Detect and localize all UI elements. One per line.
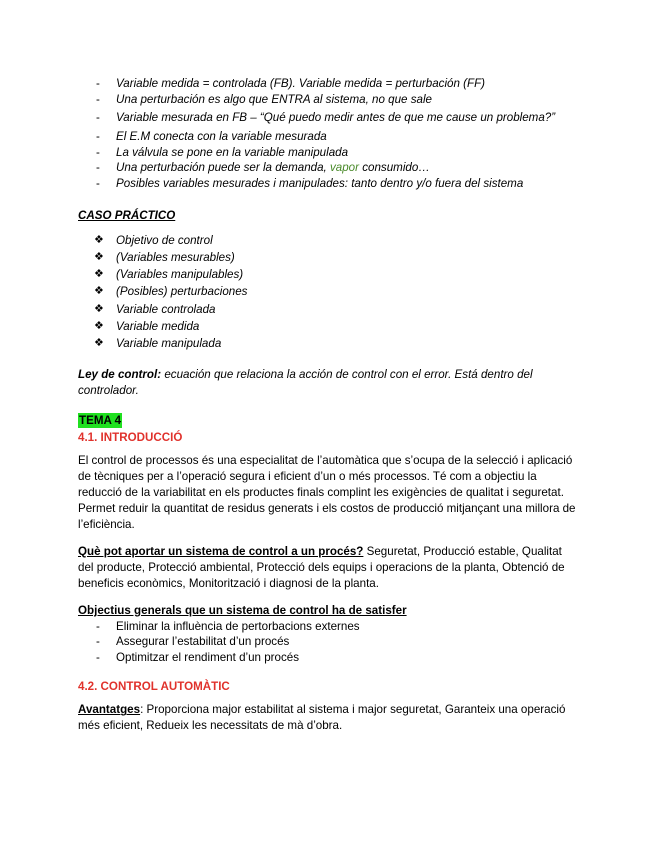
document-page [78,75,578,734]
dash-marker: - [96,77,100,90]
dash-marker: - [96,92,100,106]
ley-label: Ley de control: [78,367,162,381]
list-item: - Posibles variables mesurades i manipulades: tanto dentro y/o fuera del sistema [96,176,524,190]
objectius-list [78,619,578,666]
que-pot-paragraph: Què pot aportar un sistema de control a un procés? Seguretat, Producció estable, Qualitat del producte, Protecció ambiental, Protecció dels equips i operacions de la planta, Obtenció de beneficis econòmics, Monitorització i diagnosi de la planta. [78,544,565,590]
dash-marker: - [96,111,100,125]
list-item: - Variable mesurada en FB – “Qué puedo medir antes de que me cause un problema?” [78,107,578,129]
list-item: ❖ (Variables manipulables) [78,266,578,283]
diamond-bullet-icon: ❖ [94,320,104,333]
caso-list [78,232,578,353]
objectius-title: Objectius generals que un sistema de control ha de satisfer [78,603,407,617]
avantatges-paragraph: Avantatges: Proporciona major estabilitat al sistema i major seguretat, Garanteix una operació més eficient, Redueix les necessitats de mà d’obra. [78,703,566,733]
vapor-word: vapor [329,161,359,175]
dash-marker: - [96,635,100,649]
dash-marker: - [96,176,100,190]
list-item: ❖ (Posibles) perturbaciones [78,283,578,300]
ley-de-control-paragraph: Ley de control: ecuación que relaciona la acción de control con el error. Está dentro del controlador. [78,367,533,397]
list-item: ❖ Variable manipulada [78,335,578,352]
list-item: - Variable medida = controlada (FB). Variable medida = perturbación (FF) [96,77,486,90]
list-item: - Assegurar l’estabilitat d’un procés [96,635,290,649]
intro-list [78,76,578,192]
section-heading-introduccio: 4.1. INTRODUCCIÓ [78,430,183,444]
diamond-bullet-icon: ❖ [94,302,104,315]
dash-marker: - [96,161,100,175]
dash-marker: - [96,650,100,664]
que-pot-label: Què pot aportar un sistema de control a un procés? [78,544,364,558]
dash-marker: - [96,145,100,159]
list-item: - Una perturbación puede ser la demanda, vapor consumido… [96,161,430,175]
diamond-bullet-icon: ❖ [94,285,104,298]
diamond-bullet-icon: ❖ [94,233,104,246]
dash-marker: - [96,619,100,633]
diamond-bullet-icon: ❖ [94,250,104,263]
list-item: - La válvula se pone en la variable manipulada [96,145,349,159]
diamond-bullet-icon: ❖ [94,337,104,350]
diamond-bullet-icon: ❖ [94,268,104,281]
list-item: - Una perturbación es algo que ENTRA al sistema, no que sale [96,92,432,106]
list-item: ❖ (Variables mesurables) [78,249,578,266]
caso-title: CASO PRÁCTICO [78,208,176,222]
avantatges-label: Avantatges [78,703,141,717]
list-item: - El E.M conecta con la variable mesurada [96,130,327,144]
list-item: - Optimitzar el rendiment d’un procés [96,650,300,664]
list-item: ❖ Variable controlada [78,301,578,318]
dash-marker: - [96,130,100,144]
list-item: ❖ Objetivo de control [78,232,578,249]
tema-section [78,413,578,429]
introduccio-paragraph: El control de processos és una especialitat de l’automàtica que s’ocupa de la selecció i aplicació de tècniques per a l’operació segura i eficient d’un o més processos. Té com a objectiu la reducció de la variabilitat en els productes finals complint les exigències de qualitat i seguretat. Permet reduir la quantitat de residus generats i els costos de producció mitjançant una millora de l’eficiència. [78,453,576,531]
section-heading-control-automatic: 4.2. CONTROL AUTOMÀTIC [78,680,230,694]
tema-badge: TEMA 4 [79,413,122,427]
list-item: - Eliminar la influència de pertorbacions externes [96,619,360,633]
caso-section [78,208,578,353]
list-item: ❖ Variable medida [78,318,578,335]
